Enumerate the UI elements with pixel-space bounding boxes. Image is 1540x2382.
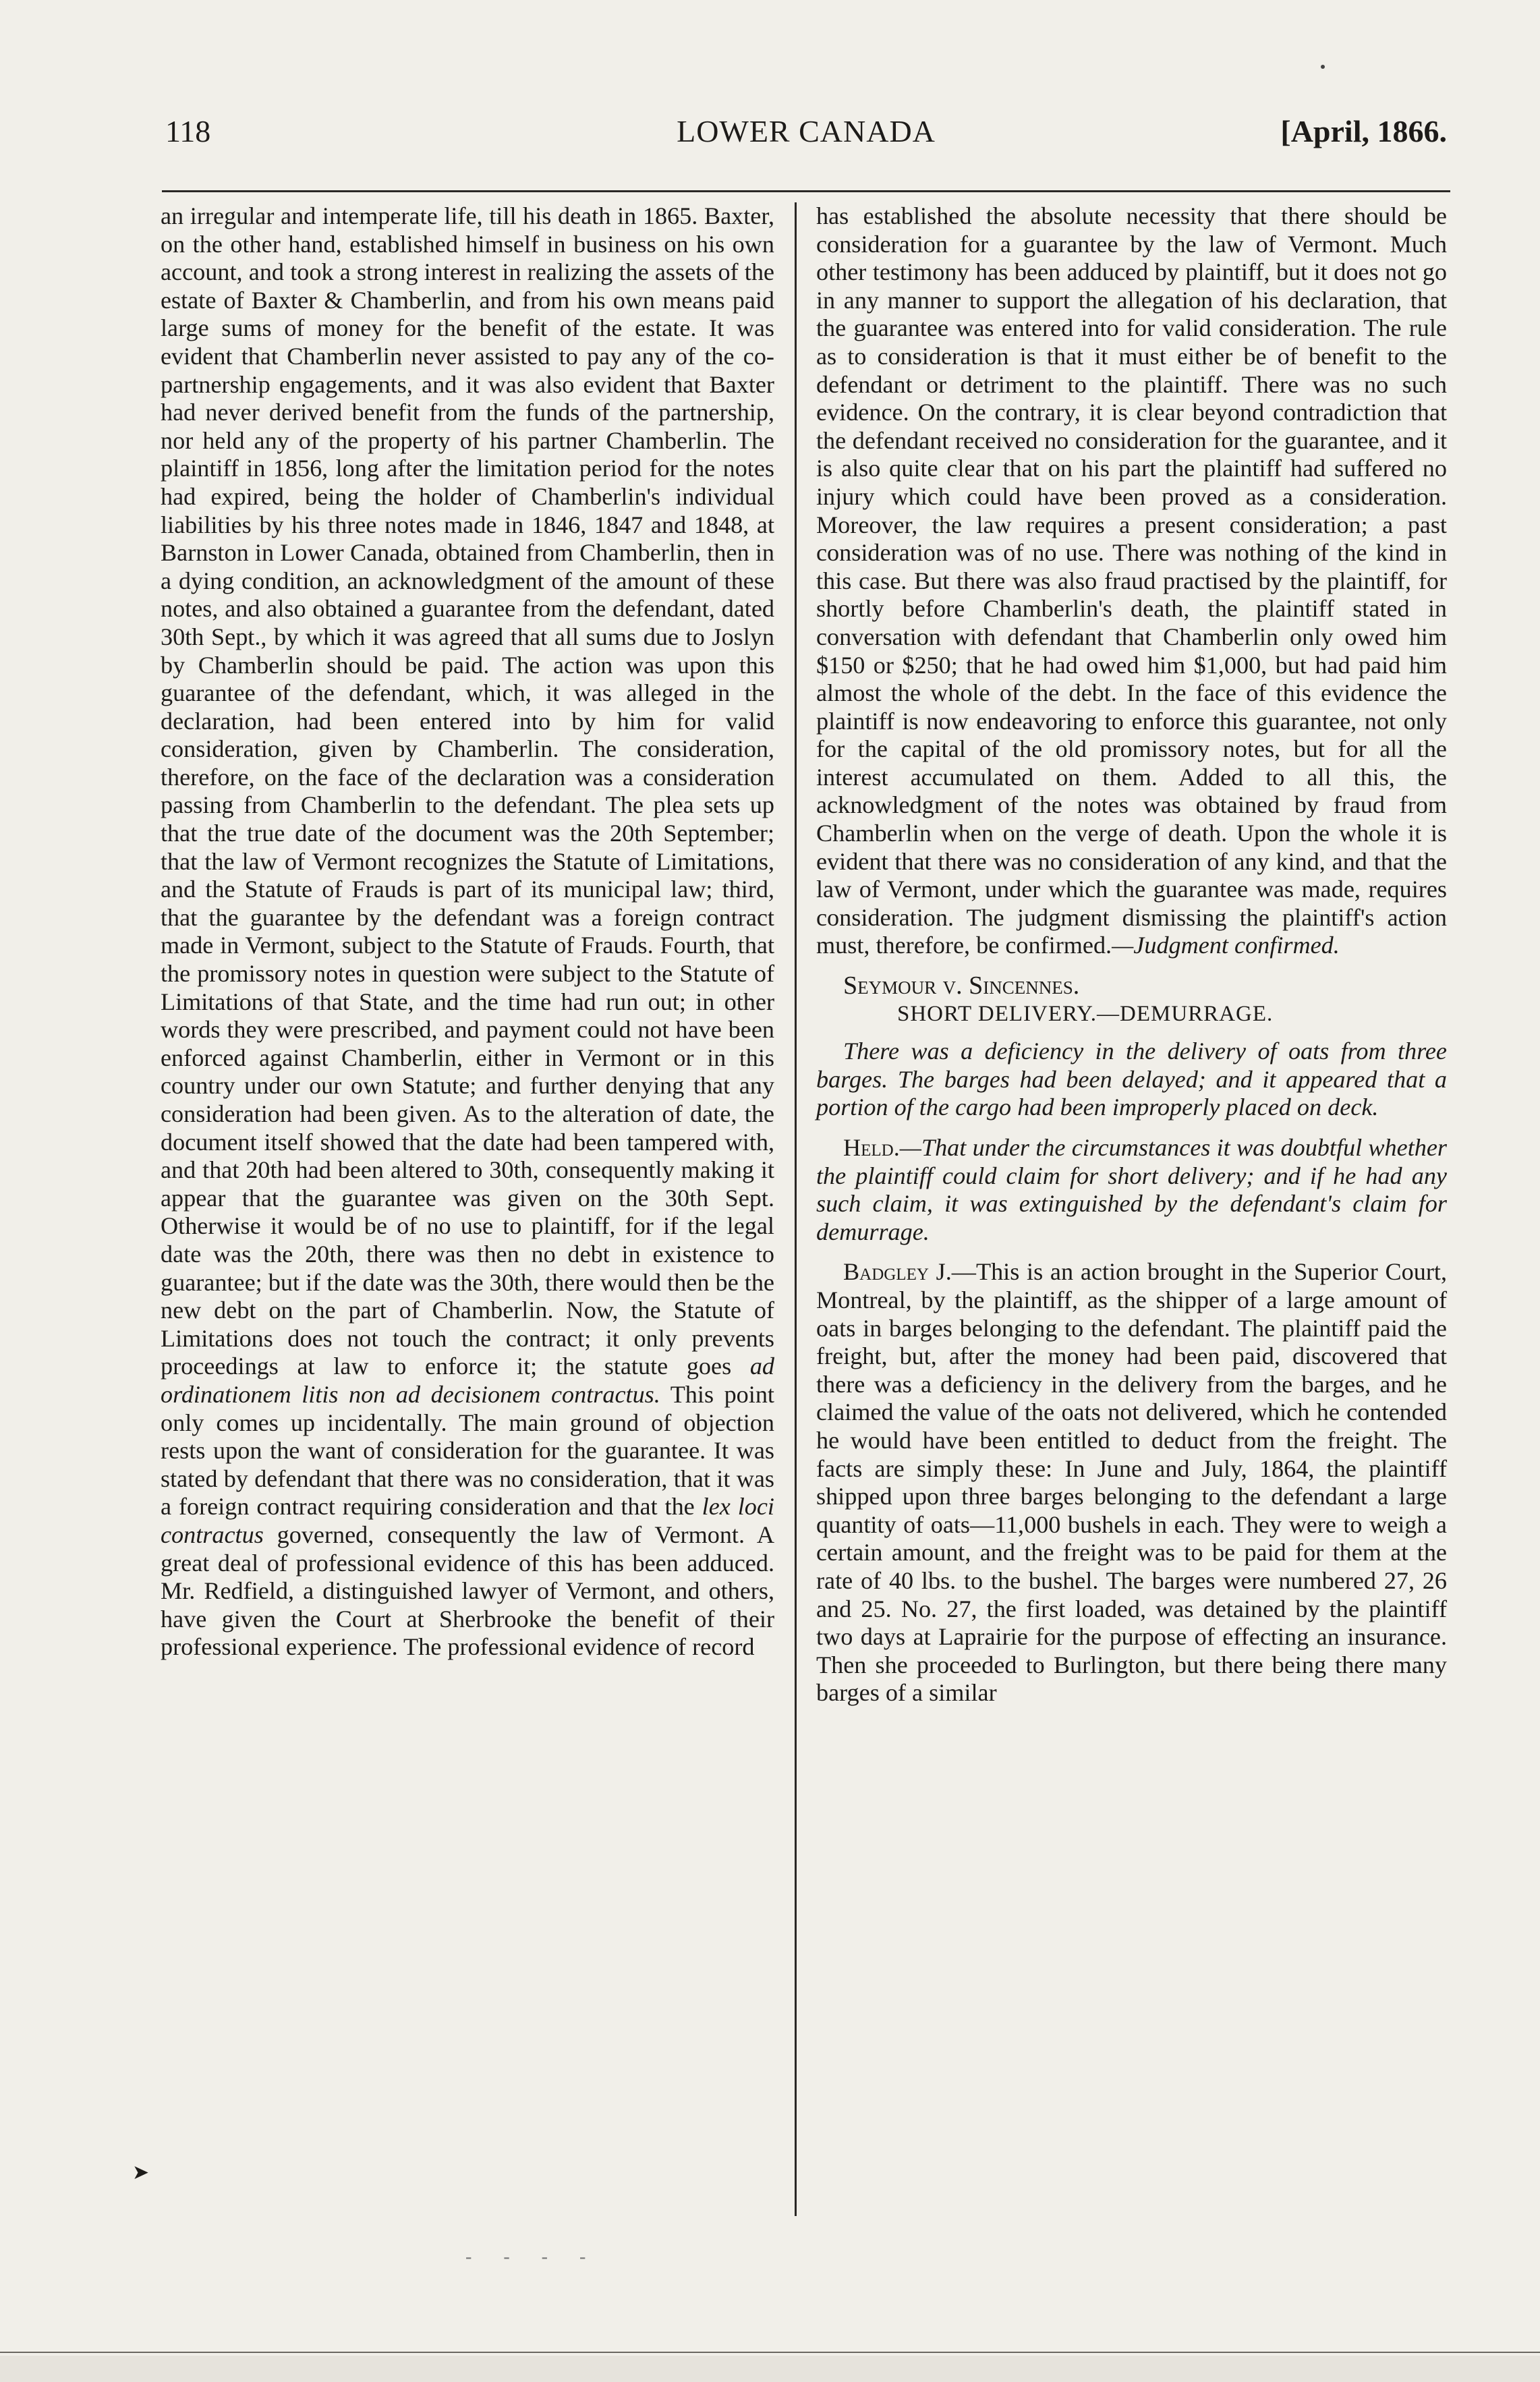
- judge-text: —This is an action brought in the Superior Court, Montreal, by the plaintiff, as the shipper of a large amount of oats in barges belonging to the defendant. The plaintiff paid the freight, but, after the money had been paid, discovered that there was a deficiency in the delivery from the barges, and he claimed the value of the oats not delivered, which he contended he would have been entitled to deduct from the freight. The facts are simply these: In June and July, 1864, the plaintiff shipped upon three barges belonging to the defendant a large quantity of oats—11,000 bushels in each. They were to weigh a certain amount, and the freight was to be paid for them at the rate of 40 lbs. to the bushel. The barges were numbered 27, 26 and 25. No. 27, the first loaded, was detained by the plaintiff two days at Laprairie for the purpose of effecting an insurance. Then she proceeded to Burlington, but there being there many barges of a similar: [816, 1258, 1448, 1707]
- held-text: —That under the circumstances it was doubtful whether the plaintiff could claim for short delivery; and if he had any such claim, it was extinguished by the defendant's claim for demurrage.: [816, 1134, 1447, 1245]
- column-divider: [795, 202, 797, 2216]
- left-text-1: an irregular and intemperate life, till his death in 1865. Baxter, on the other hand, established himself in business on his own account, and took a strong interest in realizing the assets of the estate of Baxter & Chamberlin, and from his own means paid large sums of money for the benefit of the estate. It was evident that Chamberlin never assisted to pay any of the co-partnership engagements, and it was also evident that Baxter had never derived benefit from the funds of the partnership, nor held any of the property of his partner Chamberlin. The plaintiff in 1856, long after the limitation period for the notes had expired, being the holder of Chamberlin's individual liabilities by his three notes made in 1846, 1847 and 1848, at Barnston in Lower Canada, obtained from Chamberlin, then in a dying condition, an acknowledgment of the amount of these notes, and also obtained a guarantee from the defendant, dated 30th Sept., by which it was agreed that all sums due to Joslyn by Chamberlin should be paid. The action was upon this guarantee of the defendant, which, it was alleged in the declaration, had been entered into by him for valid consideration, given by Chamberlin. The consideration, therefore, on the face of the declaration was a consideration passing from Chamberlin to the defendant. The plea sets up that the true date of the document was the 20th September; that the law of Vermont recognizes the Statute of Limitations, and the Statute of Frauds is part of its municipal law; third, that the guarantee by the defendant was a foreign contract made in Vermont, subject to the Statute of Frauds. Fourth, that the promissory notes in question were subject to the Statute of Limitations of that State, and the time had run out; in other words they were prescribed, and payment could not have been enforced against Chamberlin, either in Vermont or in this country under our own Statute; and further denying that any consideration had been given. As to the alteration of date, the document itself showed that the date had been tampered with, and that 20th had been altered to 30th, consequently making it appear that the guarantee was given on the 30th Sept. Otherwise it would be of no use to plaintiff, for if the legal date was the 20th, there was then no debt in existence to guarantee; but if the date was the 30th, there would then be the new debt on the part of Chamberlin. Now, the Statute of Limitations does not touch the contract; it only prevents proceedings at law to enforce it; the statute goes: [161, 202, 774, 1380]
- left-column: [161, 202, 774, 1662]
- running-header: [165, 113, 1447, 161]
- held-label: Held.: [843, 1134, 900, 1161]
- right-opening: [816, 202, 1447, 960]
- right-column: [816, 202, 1447, 1707]
- scan-edge-strip: [0, 2356, 1540, 2382]
- running-title: LOWER CANADA: [677, 114, 936, 148]
- footer-marks: - - - -: [465, 2246, 600, 2267]
- left-paragraph: [161, 202, 774, 1662]
- headnote: There was a deficiency in the delivery of oats from three barges. The barges had been delayed; and it appeared that a portion of the cargo had been improperly placed on deck.: [816, 1038, 1447, 1121]
- judge-paragraph: [816, 1258, 1447, 1707]
- judge-label: Badgley J.: [843, 1258, 952, 1286]
- case-subtitle: SHORT DELIVERY.—DEMURRAGE.: [897, 1001, 1274, 1026]
- right-text-1: has established the absolute necessity that there should be consideration for a guarantee by the law of Vermont. Much other testimony has been adduced by plaintiff, but it does not go in any manner to support the allegation of his declaration, that the guarantee was entered into for valid consideration. The rule as to consideration is that it must either be of benefit to the defendant or detriment to the plaintiff. There was no such evidence. On the contrary, it is clear beyond contradiction that the defendant received no consideration for the guarantee, and it is also quite clear that on his part the plaintiff had suffered no injury which could have been proved as a consideration. Moreover, the law requires a present consideration; a past consideration was of no use. There was nothing of the kind in this case. But there was also fraud practised by the plaintiff, for shortly before Chamberlin's death, the plaintiff stated in conversation with defendant that Chamberlin only owed him $150 or $250; that he had owed him $1,000, but had paid him almost the whole of the debt. In the face of this evidence the plaintiff is now endeavoring to enforce this guarantee, not only for the capital of the old promissory notes, but for all the interest accumulated on them. Added to all this, the acknowledgment of the notes was obtained by fraud from Chamberlin when on the verge of death. Upon the whole it is evident that there was no consideration of any kind, and that the law of Vermont, under which the guarantee was made, requires consideration. The judgment dismissing the plaintiff's action must, therefore, be confirmed.: [816, 202, 1447, 959]
- latin-phrase-lex-loci: lex loci contractus: [161, 1493, 774, 1548]
- page-number: 118: [165, 114, 211, 148]
- ink-speck: [1321, 65, 1325, 69]
- left-text-2: This point only comes up incidentally. The main ground of objection rests upon the want of consideration for the guarantee. It was stated by defendant that there was no consideration, that it was a foreign contract requiring consideration and that the: [161, 1380, 774, 1521]
- header-date: [April, 1866.: [1280, 114, 1447, 148]
- judgment-label: —Judgment confirmed.: [1112, 932, 1340, 959]
- scan-edge-rule: [0, 2352, 1540, 2353]
- case-title: Seymour v. Sincennes.: [843, 971, 1080, 1000]
- header-rule: [162, 190, 1450, 192]
- left-text-3: governed, consequently the law of Vermont. A great deal of professional evidence of this has been adduced. Mr. Redfield, a distinguished lawyer of Vermont, and others, have given the Court at Sherbrooke the benefit of their professional experience. The professional evidence of record: [161, 1521, 775, 1661]
- held-paragraph: [816, 1134, 1447, 1246]
- latin-phrase: ad ordinationem litis non ad decisionem contractus.: [161, 1353, 775, 1408]
- margin-mark: ➤: [132, 2161, 150, 2184]
